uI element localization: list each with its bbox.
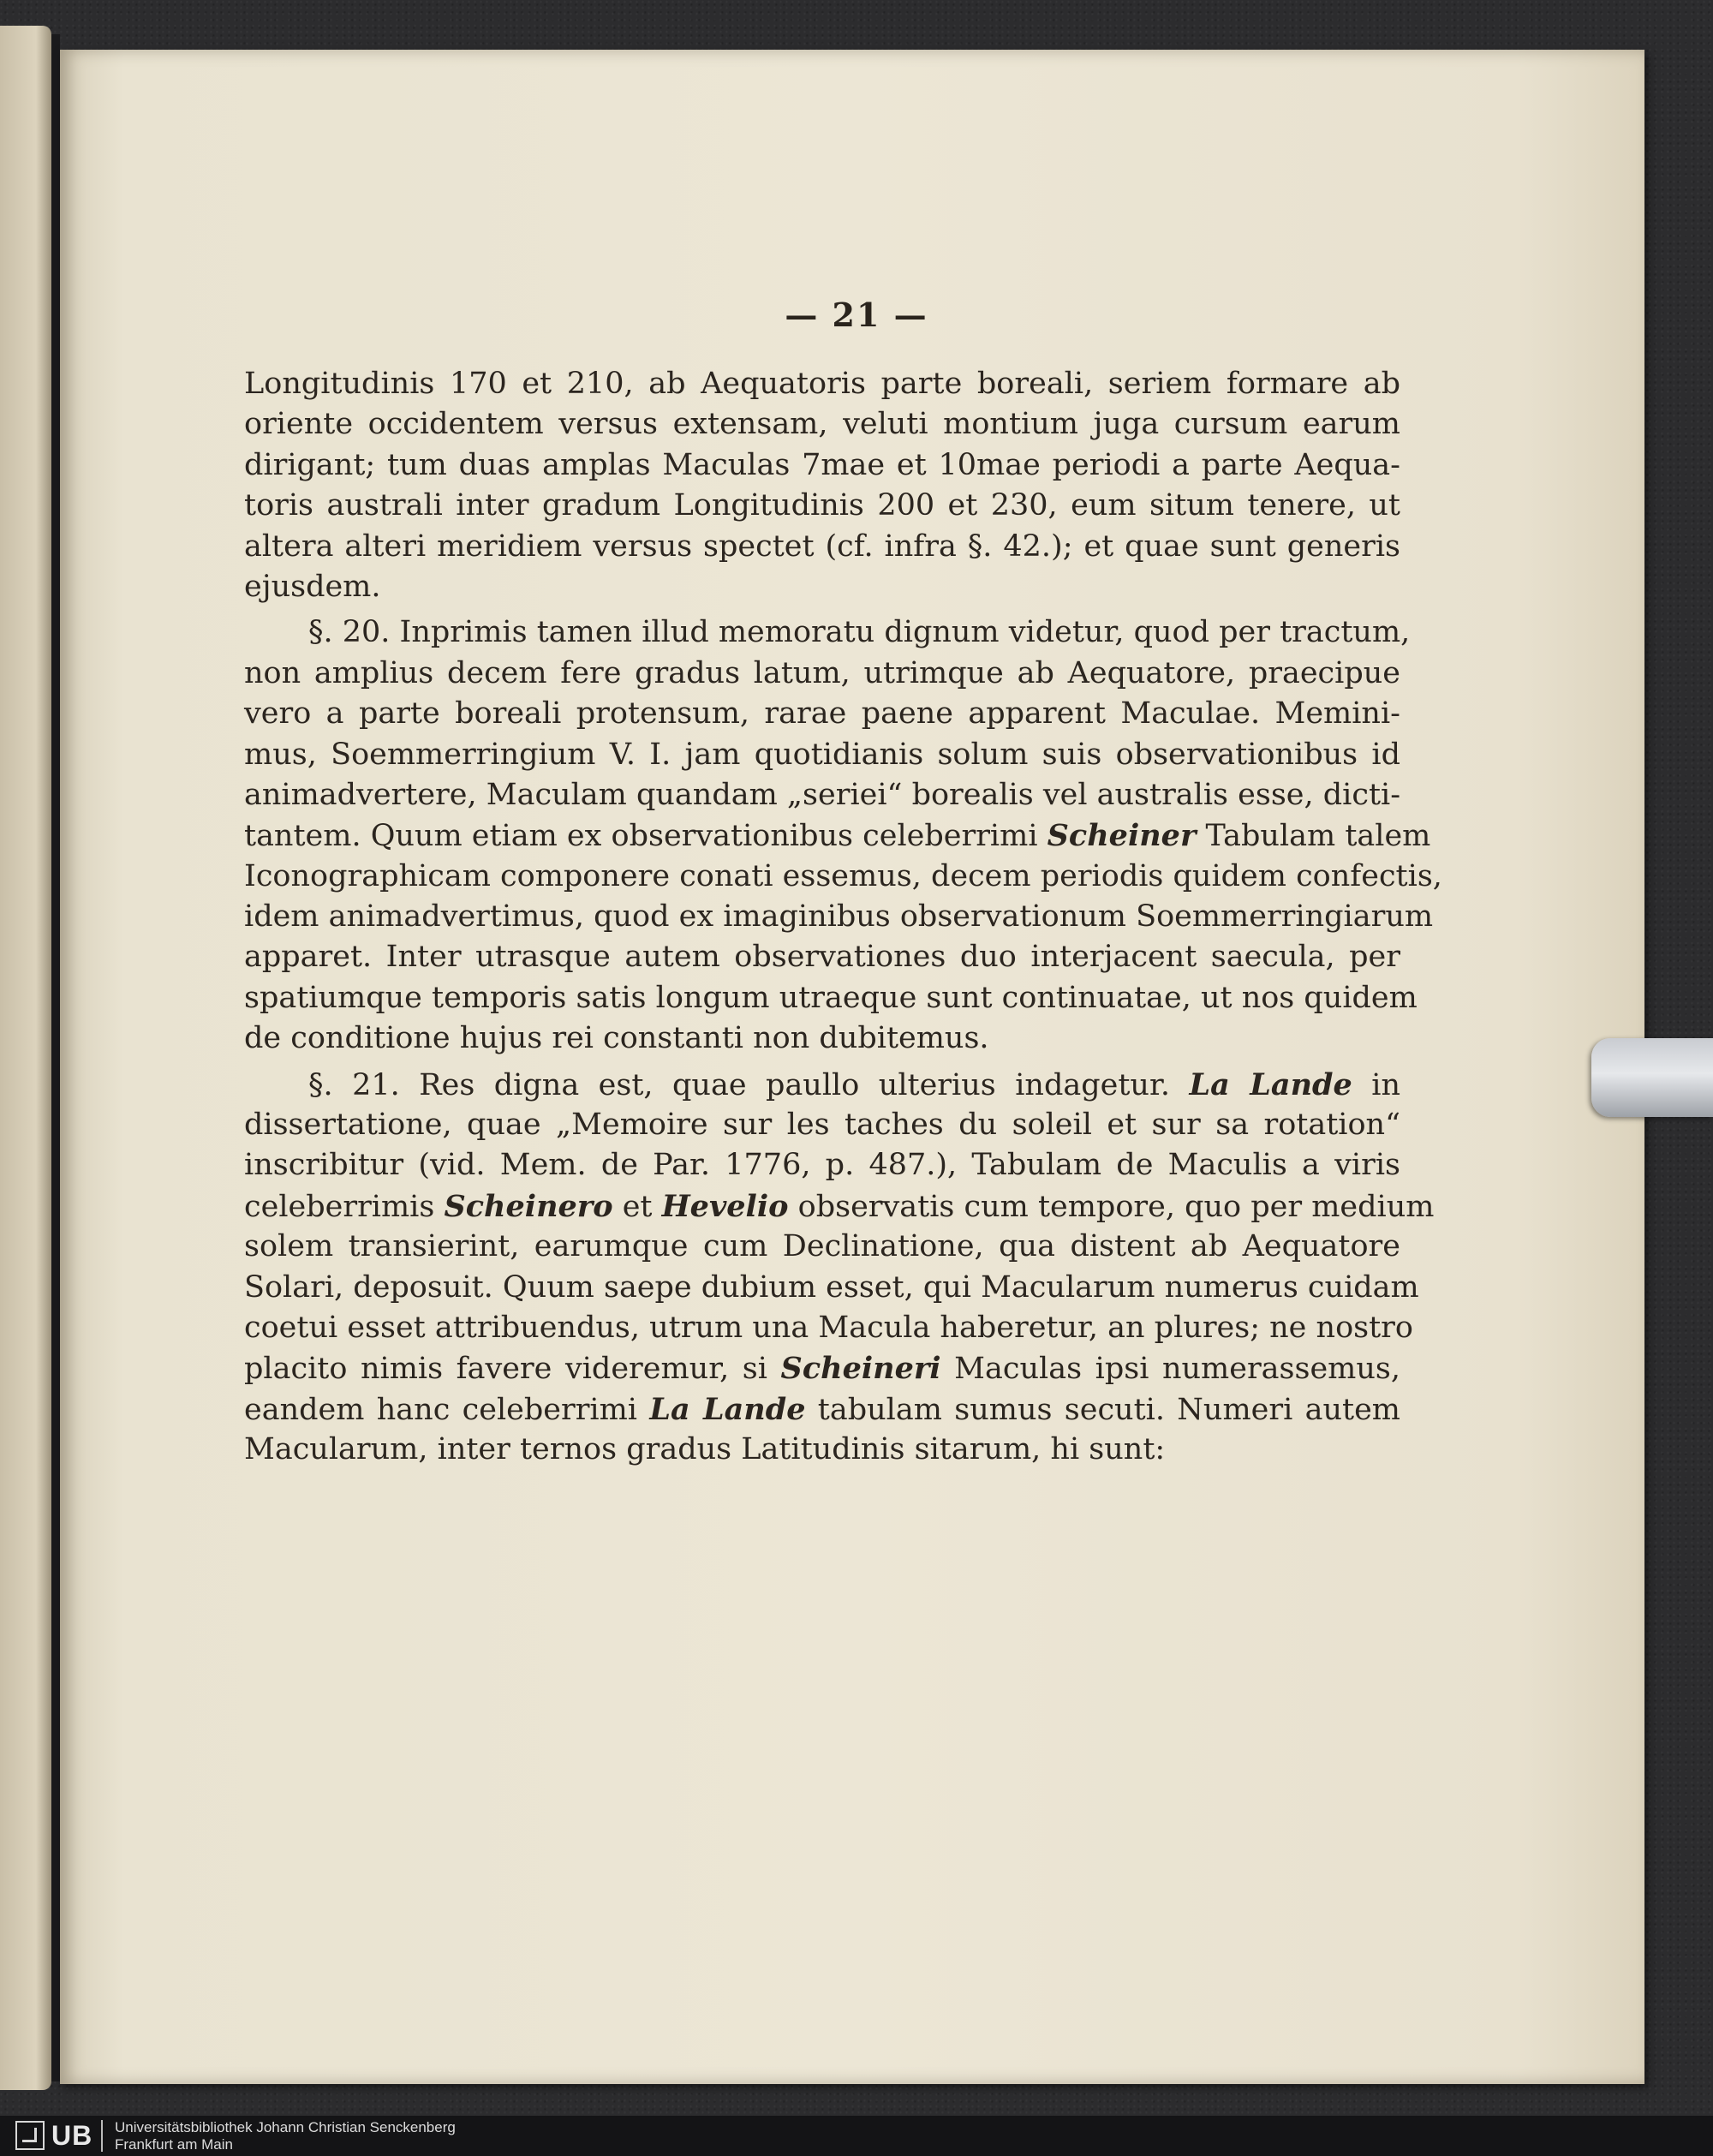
text-line — [244, 612, 1411, 653]
text-line — [244, 978, 1418, 1018]
text-run: ejusdem. — [244, 569, 381, 604]
text-run: altera alteri meridiem versus spectet (cf. infra §. 42.); et quae sunt generis — [244, 529, 1400, 564]
text-line — [244, 445, 1400, 486]
text-line — [244, 937, 1400, 977]
text-line — [244, 1430, 1400, 1470]
text-run: Macularum, inter ternos gradus Latitudinis sitarum, hi sunt: — [244, 1432, 1166, 1467]
text-line — [244, 1105, 1400, 1145]
text-run: observatis cum tempore, quo per medium — [788, 1189, 1435, 1224]
author-name: La Lande — [649, 1391, 806, 1427]
text-run: non amplius decem fere gradus latum, utrimque ab Aequatore, praecipue — [244, 655, 1400, 690]
text-line — [244, 404, 1400, 445]
footer-bar — [0, 2116, 1713, 2156]
text-run: animadvertere, Maculam quandam „seriei“ borealis vel australis esse, dicti- — [244, 777, 1401, 812]
text-line — [244, 654, 1400, 694]
text-line — [244, 1186, 1435, 1227]
text-run: dirigant; tum duas amplas Maculas 7mae et 10mae periodi a parte Aequa- — [244, 447, 1400, 482]
library-logo — [15, 2120, 103, 2151]
previous-page-edge — [0, 26, 51, 2090]
text-run: dissertatione, quae „Memoire sur les taches du soleil et sur sa rotation“ — [244, 1108, 1400, 1143]
text-line — [244, 815, 1431, 856]
text-line — [244, 1308, 1413, 1348]
text-line — [244, 527, 1400, 567]
text-line — [244, 1268, 1419, 1308]
text-run: Maculas ipsi numerassemus, — [940, 1352, 1400, 1387]
text-run: coetui esset attribuendus, utrum una Macula haberetur, an plures; ne nostro — [244, 1310, 1413, 1345]
text-line — [244, 1018, 1400, 1059]
text-run: placito nimis favere videremur, si — [244, 1352, 781, 1387]
text-line — [244, 1227, 1400, 1267]
text-run: §. 20. Inprimis tamen illud memoratu dignum videtur, quod per tractum, — [308, 615, 1411, 650]
body-text — [244, 364, 1442, 1471]
text-run: celeberrimis — [244, 1189, 445, 1224]
text-run: oriente occidentem versus extensam, veluti montium juga cursum earum — [244, 407, 1400, 442]
text-line — [244, 1145, 1400, 1186]
text-line — [244, 897, 1434, 937]
binding-gutter — [51, 34, 60, 2081]
institution-line: Universitätsbibliothek Johann Christian Senckenberg — [115, 2119, 456, 2135]
text-line — [244, 1389, 1400, 1430]
text-run: et — [612, 1189, 662, 1224]
institution-name — [115, 2119, 456, 2153]
institution-line: Frankfurt am Main — [115, 2136, 233, 2153]
text-line — [244, 775, 1400, 815]
text-line — [244, 735, 1400, 775]
author-name: Scheineri — [780, 1351, 941, 1387]
text-line — [244, 694, 1400, 734]
text-line — [244, 857, 1442, 897]
text-line — [244, 486, 1400, 526]
author-name: Scheinero — [444, 1188, 613, 1224]
text-run: in — [1352, 1067, 1400, 1102]
text-line — [244, 567, 1400, 607]
library-logo-text: UB — [51, 2120, 103, 2152]
text-run: apparet. Inter utrasque autem observationes duo interjacent saecula, per — [244, 940, 1400, 975]
text-run: mus, Soemmerringium V. I. jam quotidianis solum suis observationibus id — [244, 737, 1400, 772]
author-name: La Lande — [1189, 1066, 1352, 1102]
text-run: vero a parte boreali protensum, rarae paene apparent Maculae. Memini- — [244, 696, 1400, 732]
text-line — [244, 1065, 1400, 1105]
text-run: solem transierint, earumque cum Declinatione, qua distent ab Aequatore — [244, 1229, 1400, 1264]
page-number: — 21 — — [785, 296, 928, 334]
text-run: spatiumque temporis satis longum utraeque sunt continuatae, ut nos quidem — [244, 980, 1418, 1015]
text-run: idem animadvertimus, quod ex imaginibus observationum Soemmerringiarum — [244, 899, 1434, 935]
author-name: Scheiner — [1047, 818, 1197, 854]
text-run: Tabulam talem — [1196, 819, 1431, 854]
library-logo-icon — [15, 2121, 45, 2150]
text-line — [244, 1348, 1400, 1389]
text-run: eandem hanc celeberrimi — [244, 1392, 650, 1427]
author-name: Hevelio — [661, 1188, 789, 1224]
text-line — [244, 364, 1400, 404]
text-run: de conditione hujus rei constanti non dubitemus. — [244, 1021, 989, 1056]
text-run: Iconographicam componere conati essemus, decem periodis quidem confectis, — [244, 858, 1442, 893]
page-clip-tab — [1591, 1038, 1713, 1117]
text-run: inscribitur (vid. Mem. de Par. 1776, p. 487.), Tabulam de Maculis a viris — [244, 1148, 1400, 1183]
text-run: toris australi inter gradum Longitudinis 200 et 230, eum situm tenere, ut — [244, 488, 1400, 523]
text-run: tabulam sumus secuti. Numeri autem — [805, 1392, 1400, 1427]
text-run: Longitudinis 170 et 210, ab Aequatoris parte boreali, seriem formare ab — [244, 367, 1400, 401]
text-run: Solari, deposuit. Quum saepe dubium esset, qui Macularum numerus cuidam — [244, 1269, 1419, 1305]
text-run: tantem. Quum etiam ex observationibus celeberrimi — [244, 819, 1047, 854]
text-run: §. 21. Res digna est, quae paullo ulterius indagetur. — [308, 1067, 1190, 1102]
